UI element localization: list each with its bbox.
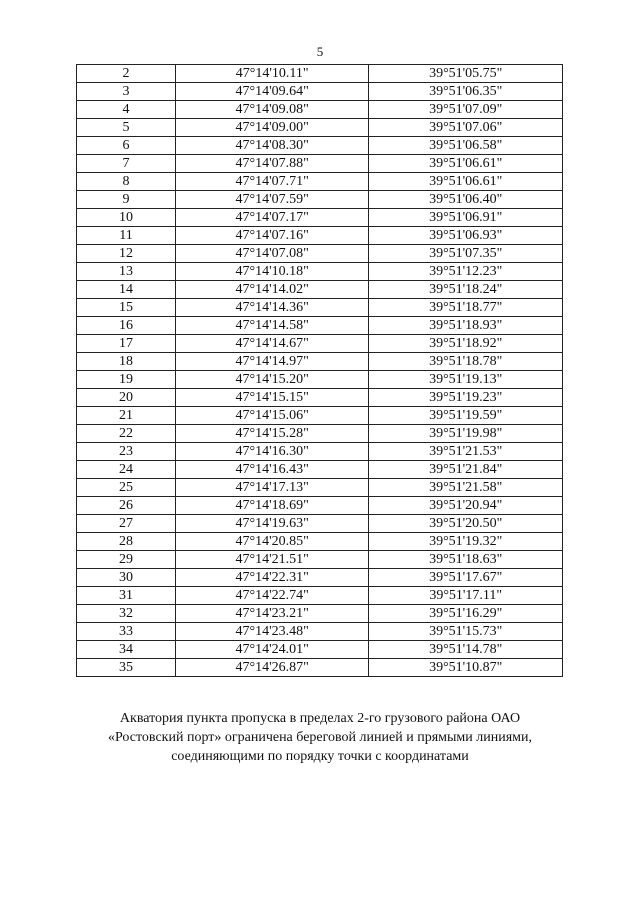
longitude-cell: 39°51'14.78" [369, 641, 563, 659]
longitude-cell: 39°51'19.59" [369, 407, 563, 425]
latitude-cell: 47°14'23.48" [175, 623, 369, 641]
latitude-cell: 47°14'07.08" [175, 245, 369, 263]
table-row [77, 353, 563, 371]
point-number-cell: 13 [77, 263, 176, 281]
table-row [77, 209, 563, 227]
point-number-cell: 20 [77, 389, 176, 407]
latitude-cell: 47°14'18.69" [175, 497, 369, 515]
longitude-cell: 39°51'20.50" [369, 515, 563, 533]
point-number-cell: 15 [77, 299, 176, 317]
table-row [77, 137, 563, 155]
table-row [77, 371, 563, 389]
coordinates-table [76, 64, 563, 677]
point-number-cell: 33 [77, 623, 176, 641]
longitude-cell: 39°51'19.98" [369, 425, 563, 443]
longitude-cell: 39°51'16.29" [369, 605, 563, 623]
latitude-cell: 47°14'08.30" [175, 137, 369, 155]
latitude-cell: 47°14'15.20" [175, 371, 369, 389]
longitude-cell: 39°51'19.32" [369, 533, 563, 551]
table-row [77, 461, 563, 479]
longitude-cell: 39°51'18.77" [369, 299, 563, 317]
latitude-cell: 47°14'24.01" [175, 641, 369, 659]
point-number-cell: 22 [77, 425, 176, 443]
table-row [77, 659, 563, 677]
table-row [77, 155, 563, 173]
table-row [77, 443, 563, 461]
coordinates-table-body [77, 65, 563, 677]
latitude-cell: 47°14'15.06" [175, 407, 369, 425]
latitude-cell: 47°14'07.71" [175, 173, 369, 191]
point-number-cell: 28 [77, 533, 176, 551]
latitude-cell: 47°14'07.59" [175, 191, 369, 209]
table-row [77, 407, 563, 425]
longitude-cell: 39°51'10.87" [369, 659, 563, 677]
point-number-cell: 35 [77, 659, 176, 677]
latitude-cell: 47°14'07.88" [175, 155, 369, 173]
latitude-cell: 47°14'09.64" [175, 83, 369, 101]
latitude-cell: 47°14'15.28" [175, 425, 369, 443]
longitude-cell: 39°51'12.23" [369, 263, 563, 281]
latitude-cell: 47°14'10.11" [175, 65, 369, 83]
longitude-cell: 39°51'17.11" [369, 587, 563, 605]
point-number-cell: 16 [77, 317, 176, 335]
longitude-cell: 39°51'21.58" [369, 479, 563, 497]
latitude-cell: 47°14'20.85" [175, 533, 369, 551]
point-number-cell: 9 [77, 191, 176, 209]
point-number-cell: 21 [77, 407, 176, 425]
point-number-cell: 17 [77, 335, 176, 353]
latitude-cell: 47°14'14.67" [175, 335, 369, 353]
latitude-cell: 47°14'22.31" [175, 569, 369, 587]
table-row [77, 317, 563, 335]
longitude-cell: 39°51'06.91" [369, 209, 563, 227]
table-row [77, 299, 563, 317]
longitude-cell: 39°51'18.24" [369, 281, 563, 299]
latitude-cell: 47°14'21.51" [175, 551, 369, 569]
table-row [77, 245, 563, 263]
longitude-cell: 39°51'17.67" [369, 569, 563, 587]
latitude-cell: 47°14'14.02" [175, 281, 369, 299]
point-number-cell: 25 [77, 479, 176, 497]
point-number-cell: 12 [77, 245, 176, 263]
point-number-cell: 14 [77, 281, 176, 299]
table-row [77, 497, 563, 515]
longitude-cell: 39°51'06.35" [369, 83, 563, 101]
table-row [77, 605, 563, 623]
longitude-cell: 39°51'18.92" [369, 335, 563, 353]
point-number-cell: 26 [77, 497, 176, 515]
longitude-cell: 39°51'06.40" [369, 191, 563, 209]
point-number-cell: 30 [77, 569, 176, 587]
point-number-cell: 29 [77, 551, 176, 569]
point-number-cell: 31 [77, 587, 176, 605]
point-number-cell: 2 [77, 65, 176, 83]
latitude-cell: 47°14'14.36" [175, 299, 369, 317]
longitude-cell: 39°51'06.61" [369, 155, 563, 173]
table-row [77, 335, 563, 353]
longitude-cell: 39°51'07.06" [369, 119, 563, 137]
table-row [77, 101, 563, 119]
latitude-cell: 47°14'10.18" [175, 263, 369, 281]
latitude-cell: 47°14'16.30" [175, 443, 369, 461]
caption-line: Акватория пункта пропуска в пределах 2-го грузового района ОАО [119, 711, 521, 726]
table-row [77, 119, 563, 137]
longitude-cell: 39°51'06.93" [369, 227, 563, 245]
table-row [77, 191, 563, 209]
longitude-cell: 39°51'19.23" [369, 389, 563, 407]
latitude-cell: 47°14'07.17" [175, 209, 369, 227]
longitude-cell: 39°51'07.09" [369, 101, 563, 119]
caption-line: соединяющими по порядку точки с координатами [171, 749, 469, 764]
point-number-cell: 4 [77, 101, 176, 119]
table-row [77, 227, 563, 245]
table-row [77, 389, 563, 407]
latitude-cell: 47°14'09.08" [175, 101, 369, 119]
longitude-cell: 39°51'15.73" [369, 623, 563, 641]
latitude-cell: 47°14'26.87" [175, 659, 369, 677]
table-row [77, 425, 563, 443]
longitude-cell: 39°51'07.35" [369, 245, 563, 263]
latitude-cell: 47°14'14.58" [175, 317, 369, 335]
table-row [77, 263, 563, 281]
caption-line: «Ростовский порт» ограничена береговой линией и прямыми линиями, [107, 730, 533, 745]
longitude-cell: 39°51'06.61" [369, 173, 563, 191]
latitude-cell: 47°14'19.63" [175, 515, 369, 533]
point-number-cell: 3 [77, 83, 176, 101]
point-number-cell: 19 [77, 371, 176, 389]
longitude-cell: 39°51'21.53" [369, 443, 563, 461]
longitude-cell: 39°51'20.94" [369, 497, 563, 515]
longitude-cell: 39°51'18.63" [369, 551, 563, 569]
table-row [77, 515, 563, 533]
page-number: 5 [316, 44, 324, 59]
point-number-cell: 24 [77, 461, 176, 479]
point-number-cell: 11 [77, 227, 176, 245]
table-row [77, 533, 563, 551]
table-row [77, 569, 563, 587]
table-row [77, 623, 563, 641]
point-number-cell: 8 [77, 173, 176, 191]
table-row [77, 281, 563, 299]
point-number-cell: 6 [77, 137, 176, 155]
latitude-cell: 47°14'14.97" [175, 353, 369, 371]
latitude-cell: 47°14'23.21" [175, 605, 369, 623]
longitude-cell: 39°51'05.75" [369, 65, 563, 83]
longitude-cell: 39°51'18.93" [369, 317, 563, 335]
point-number-cell: 23 [77, 443, 176, 461]
latitude-cell: 47°14'22.74" [175, 587, 369, 605]
longitude-cell: 39°51'18.78" [369, 353, 563, 371]
point-number-cell: 34 [77, 641, 176, 659]
caption [70, 709, 570, 766]
latitude-cell: 47°14'07.16" [175, 227, 369, 245]
latitude-cell: 47°14'09.00" [175, 119, 369, 137]
point-number-cell: 18 [77, 353, 176, 371]
latitude-cell: 47°14'17.13" [175, 479, 369, 497]
table-row [77, 479, 563, 497]
longitude-cell: 39°51'21.84" [369, 461, 563, 479]
table-row [77, 587, 563, 605]
table-row [77, 641, 563, 659]
point-number-cell: 5 [77, 119, 176, 137]
table-row [77, 551, 563, 569]
table-row [77, 173, 563, 191]
point-number-cell: 10 [77, 209, 176, 227]
table-row [77, 65, 563, 83]
latitude-cell: 47°14'15.15" [175, 389, 369, 407]
point-number-cell: 32 [77, 605, 176, 623]
latitude-cell: 47°14'16.43" [175, 461, 369, 479]
longitude-cell: 39°51'06.58" [369, 137, 563, 155]
table-row [77, 83, 563, 101]
longitude-cell: 39°51'19.13" [369, 371, 563, 389]
point-number-cell: 7 [77, 155, 176, 173]
point-number-cell: 27 [77, 515, 176, 533]
